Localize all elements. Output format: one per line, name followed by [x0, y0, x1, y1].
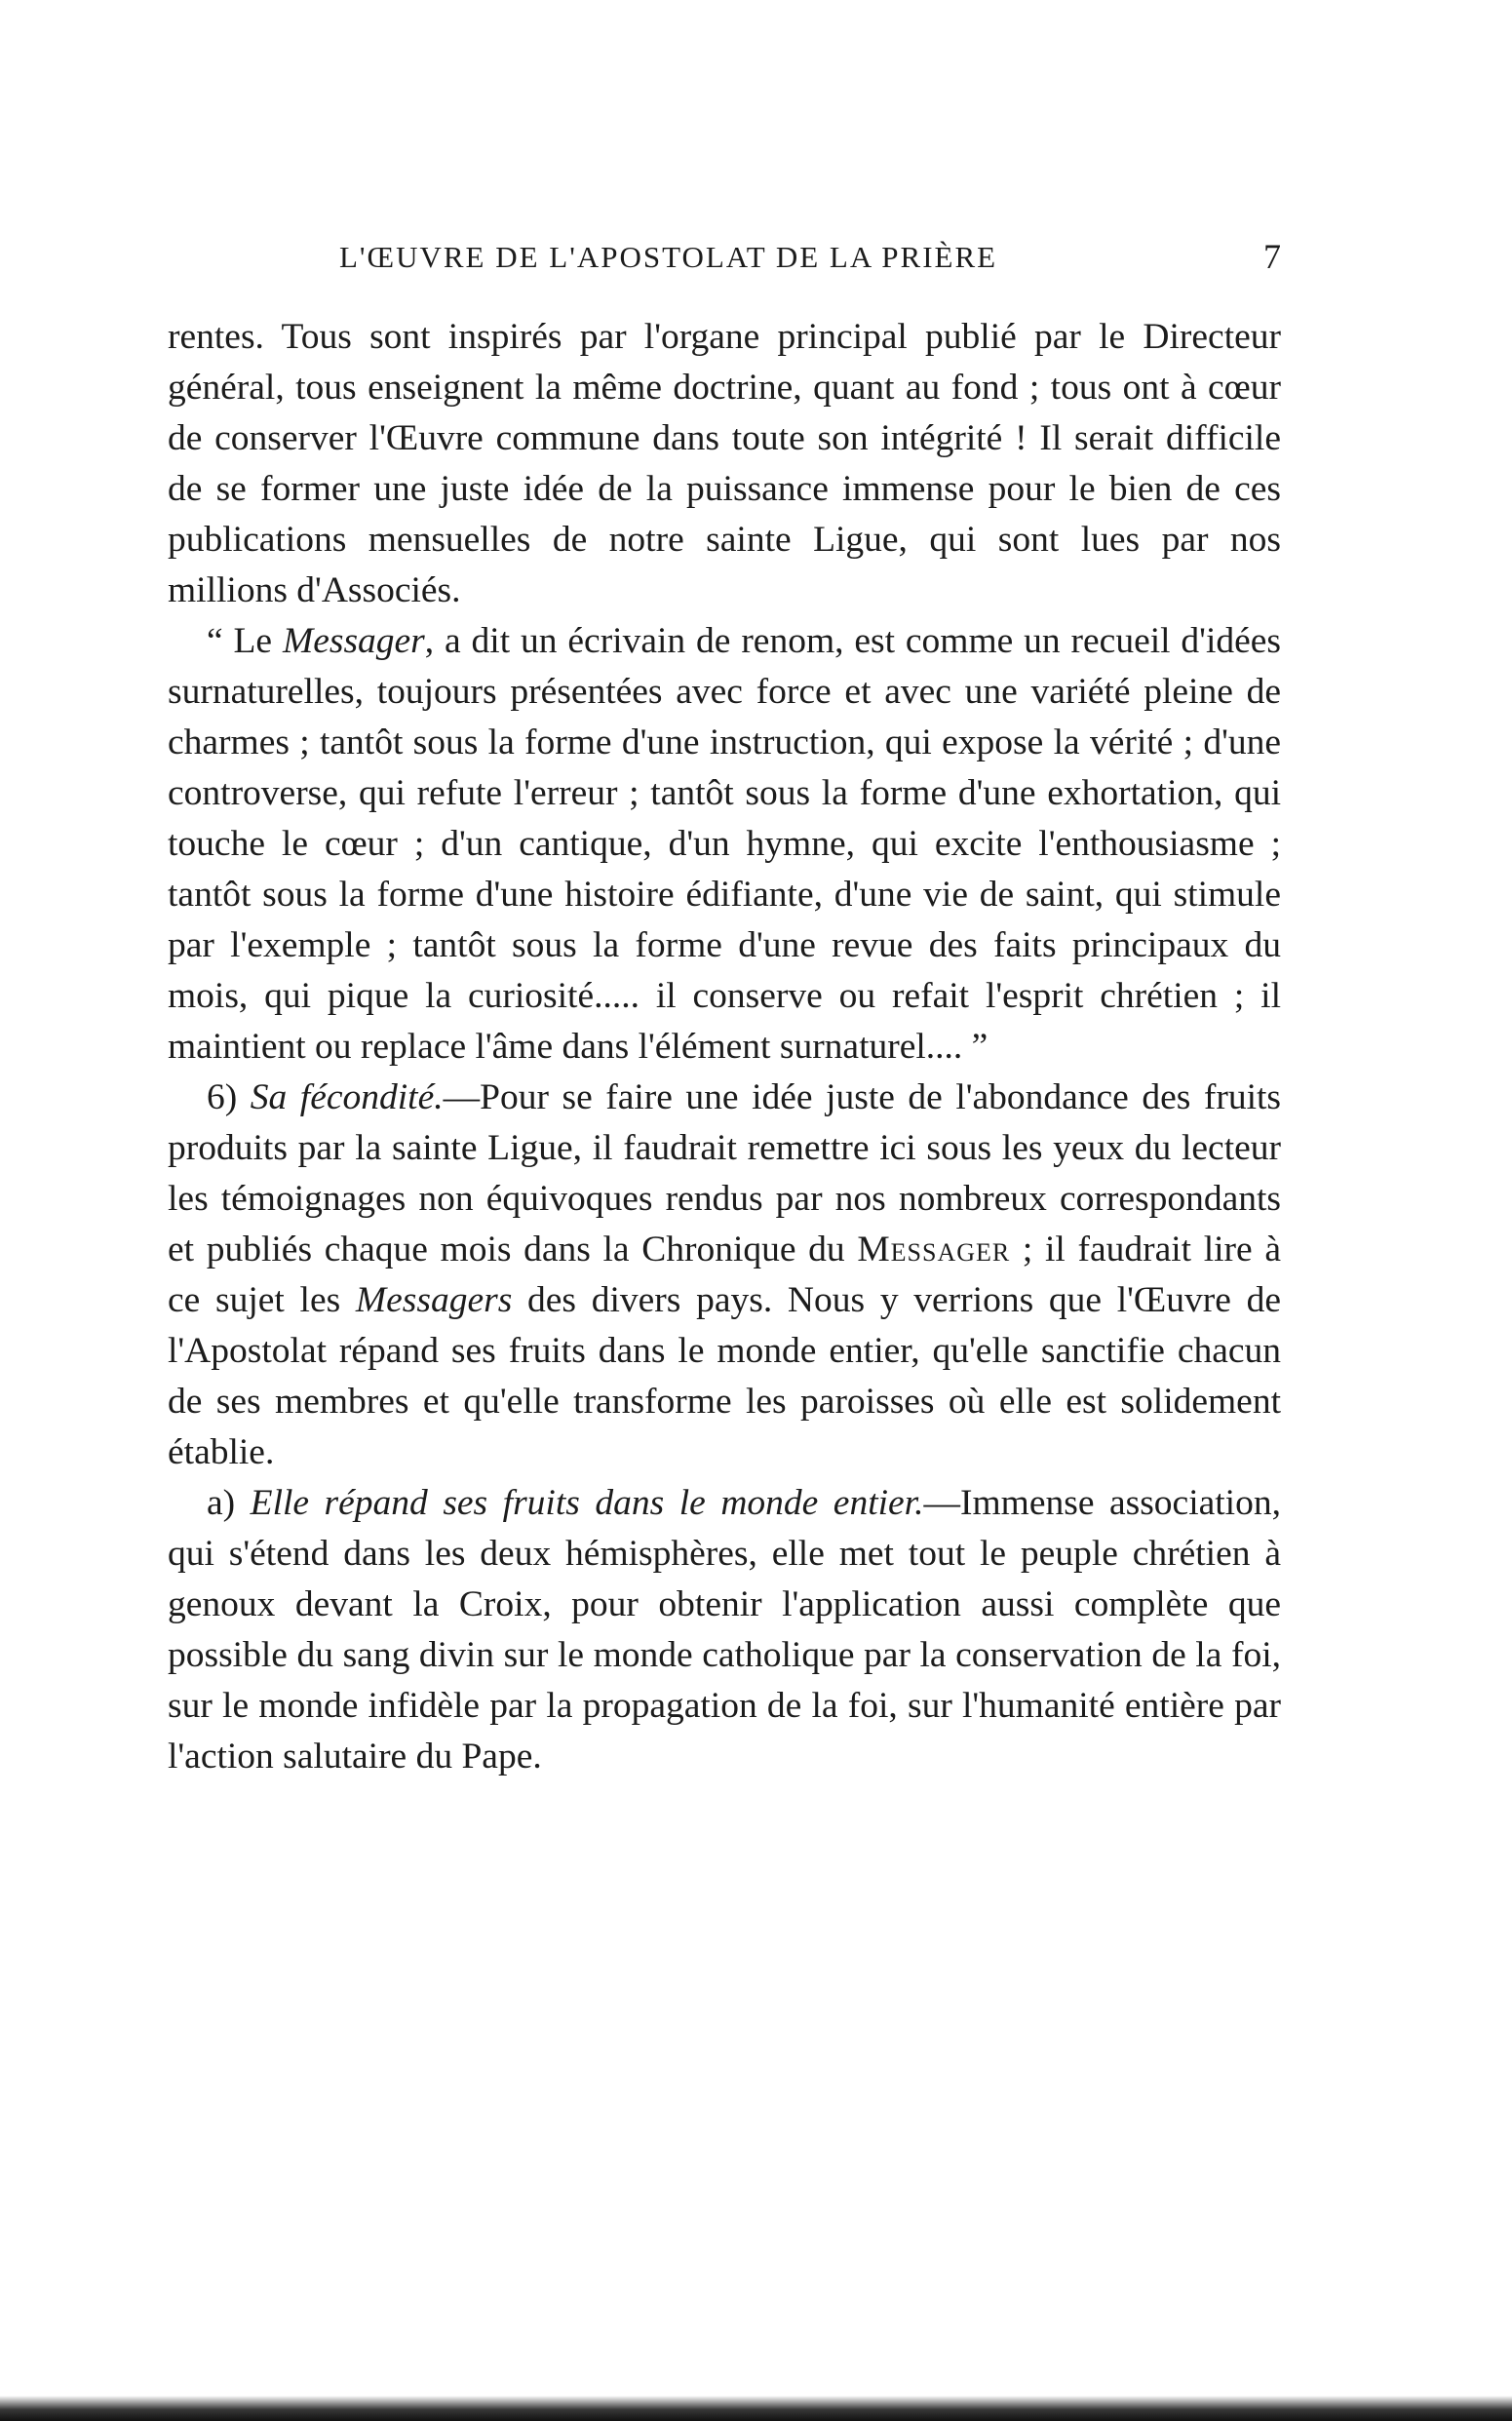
section-text-c: des divers pays. Nous y verrions que l'Œuvre de l'Apostolat répand ses fruits dans le monde entier, qu'elle sanctifie chacun de ses membres et qu'elle transforme les paroisses où elle est solidement établie.	[168, 1280, 1281, 1472]
quote-body-text: , a dit un écrivain de renom, est comme un recueil d'idées surnaturelles, toujours présentées avec force et avec une variété pleine de charmes ; tantôt sous la forme d'une instruction, qui expose la vérité ; d'une controverse, qui refute l'erreur ; tantôt sous la forme d'une exhortation, qui touche le cœur ; d'un cantique, d'un hymne, qui excite l'enthousiasme ; tantôt sous la forme d'une histoire édifiante, d'une vie de saint, qui stimule par l'exemple ; tantôt sous la forme d'une revue des faits principaux du mois, qui pique la curiosité..... il conserve ou refait l'esprit chrétien ; il maintient ou replace l'âme dans l'élément surnaturel.... ”	[168, 621, 1281, 1067]
subsection-text: —Immense association, qui s'étend dans les deux hémisphères, elle met tout le peuple chrétien à genoux devant la Croix, pour obtenir l'application aussi complète que possible du sang divin sur le monde catholique par la conservation de la foi, sur le monde infidèle par la propagation de la foi, sur l'humanité entière par l'action salutaire du Pape.	[168, 1483, 1281, 1777]
paragraph-2-quote	[168, 616, 1281, 1073]
messagers-italic: Messagers	[355, 1280, 513, 1320]
messager-small-caps: Messager	[857, 1230, 1011, 1269]
subsection-number: a)	[207, 1483, 251, 1523]
running-title: L'ŒUVRE DE L'APOSTOLAT DE LA PRIÈRE	[339, 240, 998, 274]
subsection-heading-italic: Elle répand ses fruits dans le monde entier.	[250, 1483, 924, 1523]
body-text	[168, 312, 1281, 1782]
running-head	[168, 237, 1281, 283]
paragraph-1: rentes. Tous sont inspirés par l'organe principal publié par le Directeur général, tous enseignent la même doctrine, quant au fond ; tous ont à cœur de conserver l'Œuvre commune dans toute son intégrité ! Il serait difficile de se former une juste idée de la puissance immense pour le bien de ces publications mensuelles de notre sainte Ligue, qui sont lues par nos millions d'Associés.	[168, 317, 1281, 610]
section-text-b: ; il faudrait lire à ce sujet les	[168, 1230, 1281, 1320]
section-text-a: —Pour se faire une idée juste de l'abondance des fruits produits par la sainte Ligue, il faudrait remettre ici sous les yeux du lecteur les témoignages non équivoques rendus par nos nombreux correspondants et publiés chaque mois dans la Chronique du	[168, 1077, 1281, 1269]
quote-open-text: “ Le	[207, 621, 283, 661]
messager-title-italic: Messager	[282, 621, 425, 661]
paragraph-3-fecondite	[168, 1073, 1281, 1478]
page-number: 7	[1263, 237, 1281, 276]
section-number: 6)	[207, 1077, 251, 1117]
section-heading-italic: Sa fécondité.	[250, 1077, 444, 1117]
scan-bottom-edge	[0, 2396, 1512, 2421]
paragraph-4-monde-entier	[168, 1478, 1281, 1782]
